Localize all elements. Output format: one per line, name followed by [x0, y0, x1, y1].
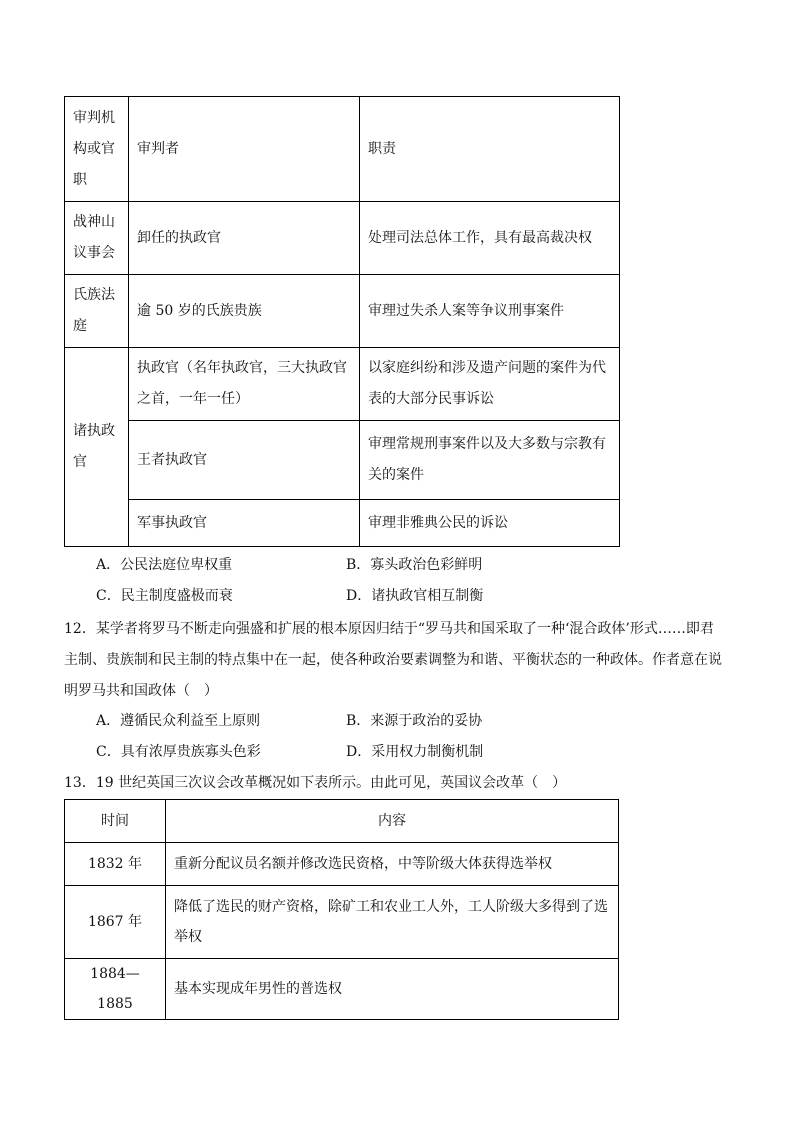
table-row — [65, 97, 620, 202]
judicial-bodies-table — [64, 96, 620, 547]
header-cell: 时间 — [65, 800, 166, 843]
table-row — [65, 275, 620, 348]
q11-option-d: D．诸执政官相互制衡 — [346, 588, 484, 604]
header-cell: 审判者 — [129, 97, 360, 202]
q12-option-c: C．具有浓厚贵族寡头色彩 — [96, 744, 261, 760]
table-cell: 降低了选民的财产资格，除矿工和农业工人外，工人阶级大多得到了选举权 — [166, 886, 619, 959]
q13-stem: 13．19 世纪英国三次议会改革概况如下表所示。由此可见，英国议会改革（ ） — [64, 775, 567, 791]
table-cell: 1832 年 — [65, 843, 166, 886]
table-cell: 1884—1885 — [65, 959, 166, 1020]
reform-table — [64, 799, 619, 1020]
table-cell: 审理常规刑事案件以及大多数与宗教有关的案件 — [360, 421, 620, 500]
table-row — [65, 886, 619, 959]
table-cell: 逾 50 岁的氏族贵族 — [129, 275, 360, 348]
table-cell: 重新分配议员名额并修改选民资格，中等阶级大体获得选举权 — [166, 843, 619, 886]
table-cell: 审理过失杀人案等争议刑事案件 — [360, 275, 620, 348]
q11-option-b: B．寡头政治色彩鲜明 — [346, 557, 483, 573]
table-cell: 处理司法总体工作，具有最高裁决权 — [360, 202, 620, 275]
table-row — [65, 421, 620, 500]
table-row — [65, 202, 620, 275]
q12-option-d: D．采用权力制衡机制 — [346, 744, 484, 760]
table-cell: 审理非雅典公民的诉讼 — [360, 500, 620, 547]
table-cell: 诸执政官 — [65, 348, 129, 547]
table-cell: 战神山议事会 — [65, 202, 129, 275]
header-cell: 内容 — [166, 800, 619, 843]
table-cell: 基本实现成年男性的普选权 — [166, 959, 619, 1020]
q12-option-b: B．来源于政治的妥协 — [346, 713, 483, 729]
table-row — [65, 800, 619, 843]
q12-stem: 12．某学者将罗马不断走向强盛和扩展的根本原因归结于“罗马共和国采取了一种‘混合政体’形式……即君主制、贵族制和民主制的特点集中在一起，使各种政治要素调整为和谐、平衡状态的一种政体。作者意在说明罗马共和国政体（ ） — [64, 621, 722, 699]
header-cell: 职责 — [360, 97, 620, 202]
table-cell: 军事执政官 — [129, 500, 360, 547]
q11-option-a: A．公民法庭位卑权重 — [96, 557, 233, 573]
table-cell: 卸任的执政官 — [129, 202, 360, 275]
header-cell: 审判机构或官职 — [65, 97, 129, 202]
table-cell: 王者执政官 — [129, 421, 360, 500]
table-cell: 氏族法庭 — [65, 275, 129, 348]
table-row — [65, 348, 620, 421]
table-row — [65, 500, 620, 547]
q11-option-c: C．民主制度盛极而衰 — [96, 588, 233, 604]
table-cell: 1867 年 — [65, 886, 166, 959]
table-row — [65, 959, 619, 1020]
q12-option-a: A．遵循民众利益至上原则 — [96, 713, 261, 729]
table-cell: 以家庭纠纷和涉及遗产问题的案件为代表的大部分民事诉讼 — [360, 348, 620, 421]
table-cell: 执政官（名年执政官，三大执政官之首，一年一任） — [129, 348, 360, 421]
table-row — [65, 843, 619, 886]
